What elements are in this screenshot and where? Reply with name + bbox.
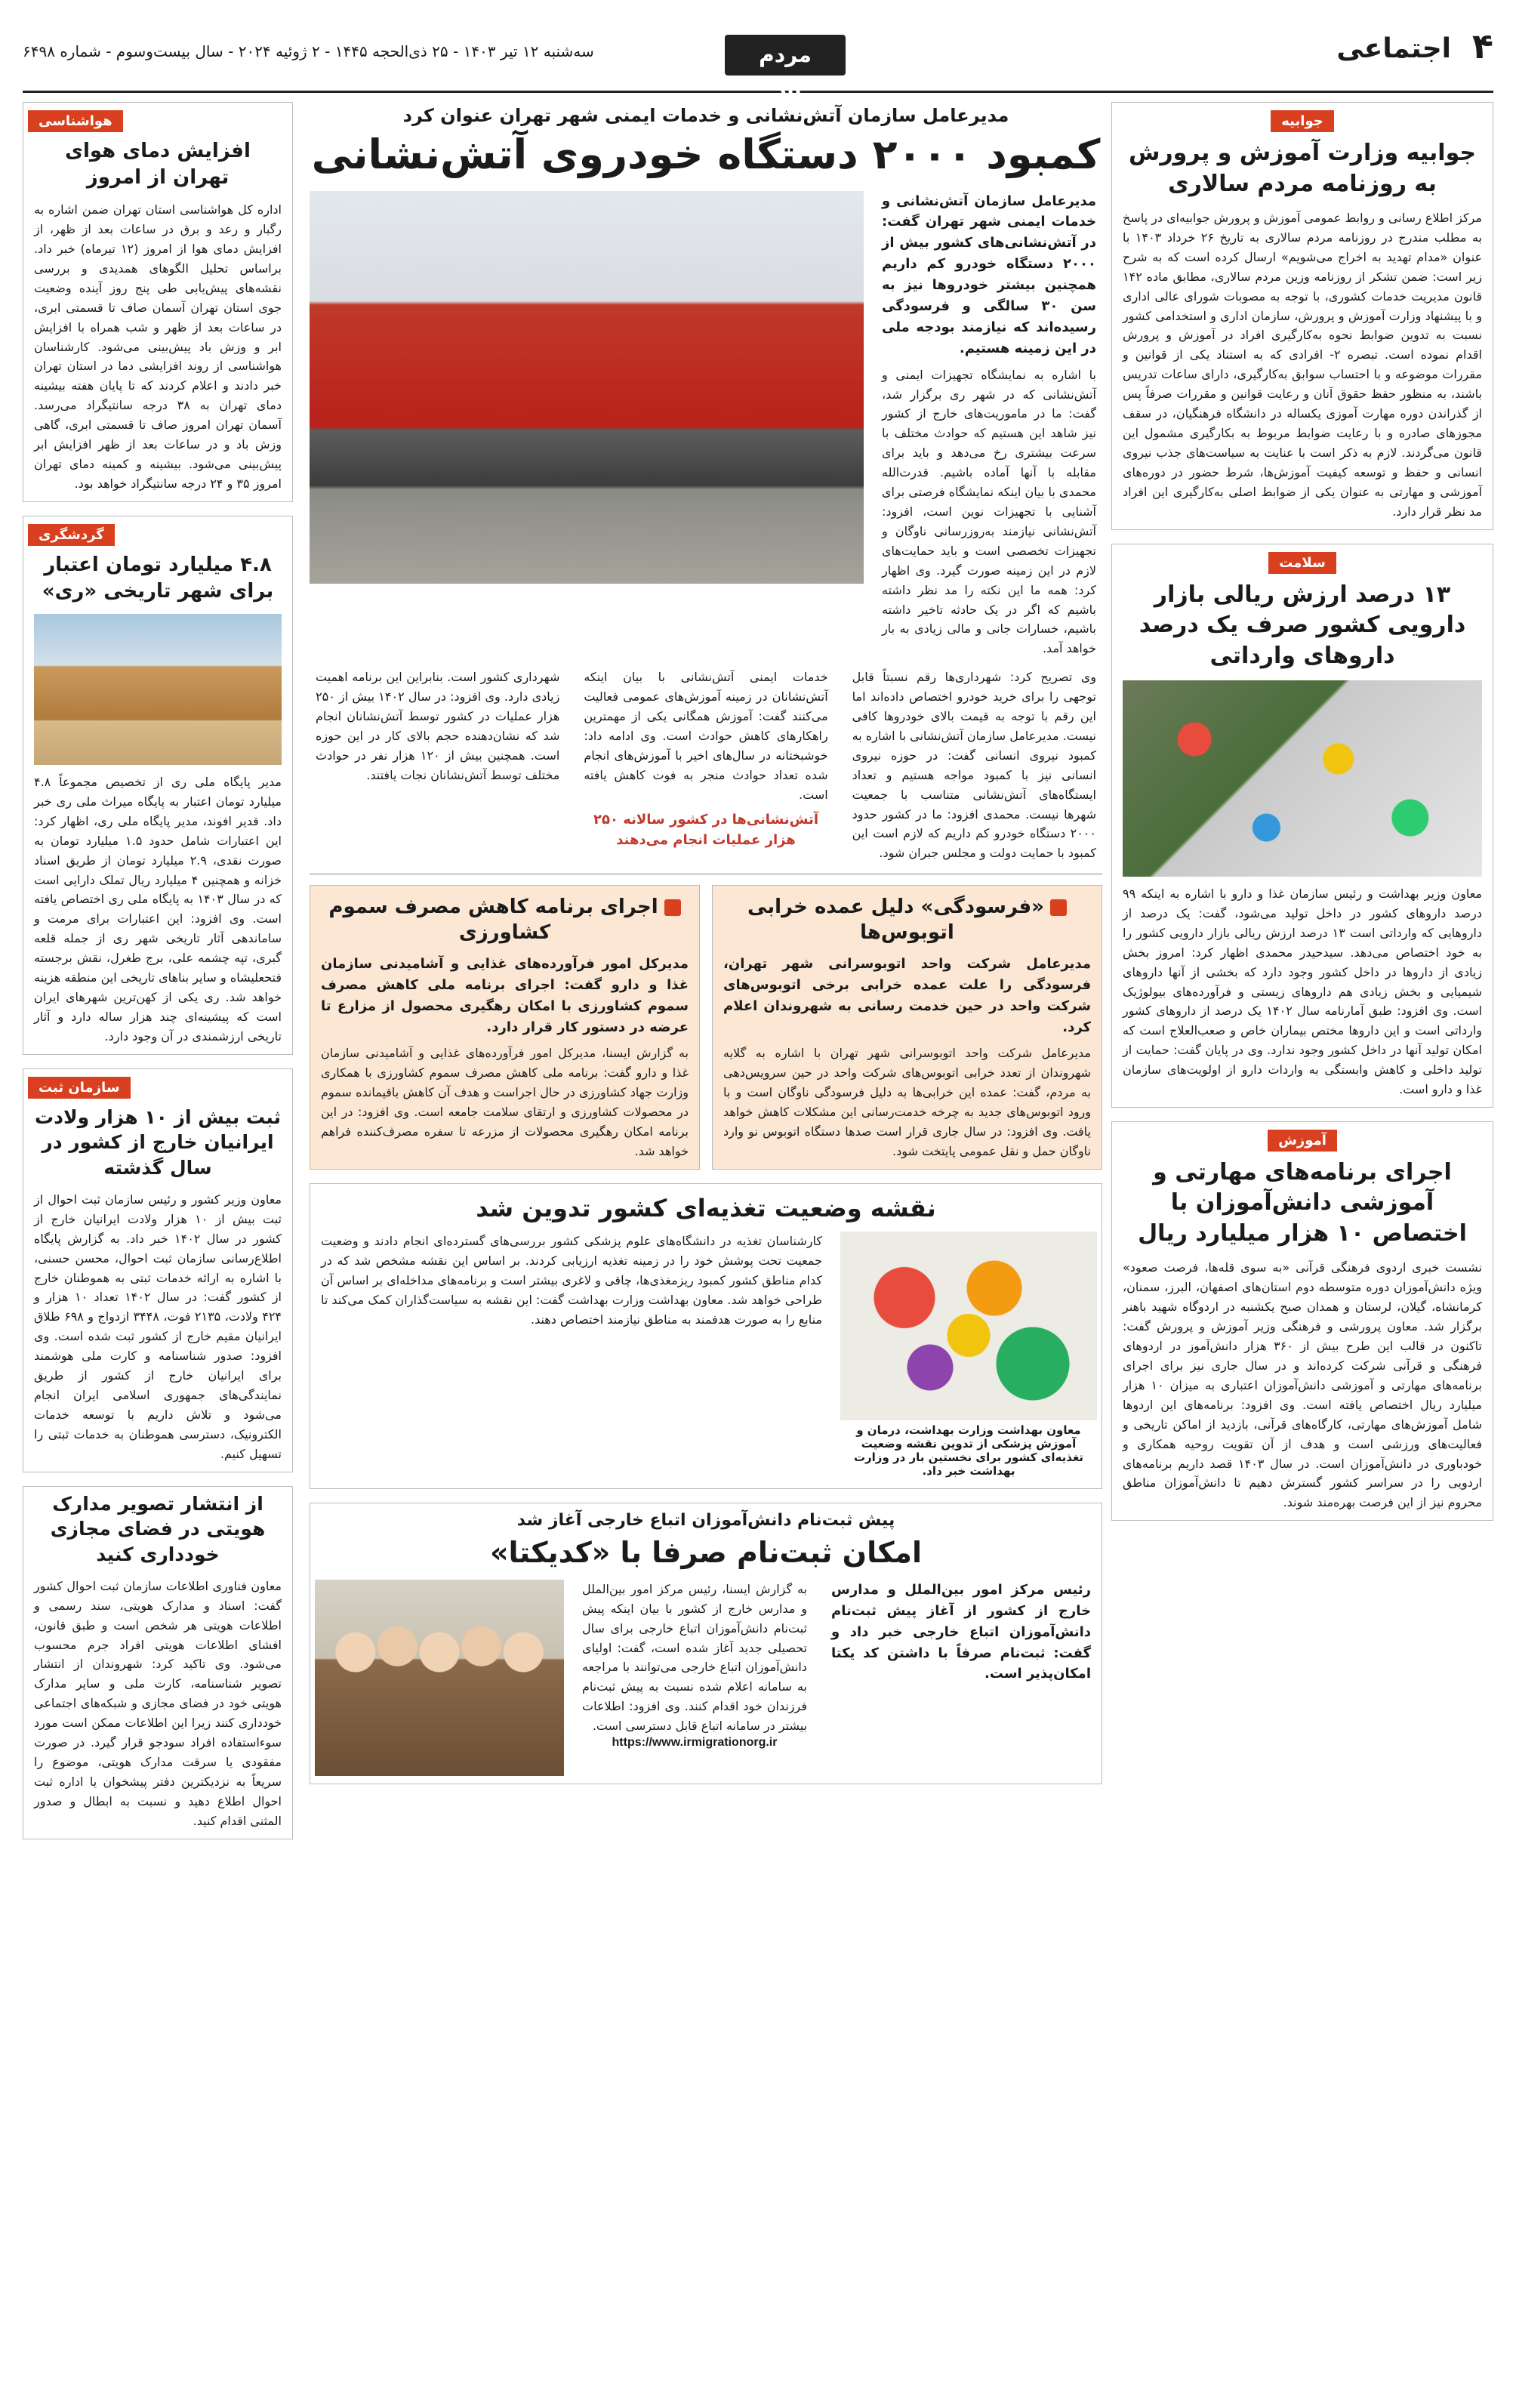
fire-trucks-photo — [310, 191, 864, 584]
article-body: نشست خبری اردوی فرهنگی قرآنی «به سوی قله‌ها، فرصت صعود» ویژه دانش‌آموزان دوره متوسطه دوم استان‌های اصفهان، البرز، سمنان، کرمانشاه، گیلان، لرستان و همدان صبح یکشنبه در اردوگاه شهید باهنر برگزار شد. معاون پرورشی و فرهنگی وزیر آموزش و پرورش گفت: تاکنون در قالب این طرح بیش از ۳۶۰ هزار دانش‌آموز در اردوهای فرهنگی و قرآنی شرکت کرده‌اند و در سال جاری نیز برای اجرای برنامه‌های مهارتی و آموزشی دانش‌آموزان اعتباری به میزان ۱۰ هزار میلیارد ریال اختصاص یافته است. وی افزود: برنامه‌های این اردوها شامل آموزش‌های مهارتی، کارگاه‌های قرآنی، بازدید از اماکن تاریخی و فعالیت‌های ورزشی است و هدف از آن تقویت روحیه همکاری و خودباوری در دانش‌آموزان است. در سال ۱۴۰۳ قصد داریم برنامه‌های اردویی را در سراسر کشور گسترش دهیم تا دانش‌آموزان مناطق محروم نیز از این فرصت بهره‌مند شوند. — [1123, 1260, 1483, 1510]
article-title[interactable]: «فرسودگی» دلیل عمده خرابی اتوبوس‌ها — [747, 896, 1044, 945]
historic-site-photo — [34, 614, 282, 765]
students-photo — [315, 1580, 564, 1776]
page-number: ۴ — [1471, 26, 1493, 66]
article-body: معاون وزیر بهداشت و رئیس سازمان غذا و دارو با اشاره به اینکه ۹۹ درصد داروهای کشور در داخل تولید می‌شود، گفت: یک درصد از داروهایی که وارداتی است ۱۳ درصد ارزش ریالی بازار دارویی کشور را به خود اختصاص می‌دهد. سیدحیدر محمدی اظهار کرد: امروز بخش زیادی از داروها در داخل کشور وجود دارد که بخشی از آنها داروهای شیمیایی و بخش زیادی هم داروهای زیستی و فرآورده‌های بیولوژیک است. وی افزود: طبق آمارنامه سال ۱۴۰۲ یک درصد از داروهای کشور وارداتی است و این داروها مختص بیماران خاص و صعب‌العلاج است که امکان تولید آنها در داخل کشور وجود ندارد. وی در پایان گفت: حمایت از تولید داخلی و کاهش وابستگی به واردات دارو از اولویت‌های سازمان غذا و دارو است. — [1123, 886, 1483, 1097]
article-births-abroad — [23, 1068, 293, 1472]
article-tag: جوابیه — [1271, 110, 1333, 132]
article-title[interactable]: اجرای برنامه کاهش مصرف سموم کشاورزی — [328, 896, 658, 945]
article-kicker: پیش ثبت‌نام دانش‌آموزان اتباع خارجی آغاز شد — [516, 1511, 895, 1531]
article-title[interactable]: جوابیه وزارت آموزش و پرورش به روزنامه مردم سالاری — [1128, 140, 1477, 197]
article-body: به گزارش ایسنا، مدیرکل امور فرآورده‌های غذایی و آشامیدنی سازمان غذا و دارو گفت: برنامه ملی کاهش مصرف سموم کشاورزی با همکاری وزارت جهاد کشاورزی در حال اجراست و هدف آن کاهش باقیمانده سموم در محصولات کشاورزی و ارتقای سلامت جامعه است. وی افزود: در این برنامه امکان رهگیری محصولات از مزرعه تا سفره مصرف‌کننده فراهم خواهد شد. — [321, 1046, 689, 1158]
article-title[interactable]: افزایش دمای هوای تهران از امروز — [65, 140, 251, 190]
article-subhead: مدیرکل امور فرآورده‌های غذایی و آشامیدنی سازمان غذا و دارو گفت: اجرای برنامه ملی کاهش مصرف سموم کشاورزی با امکان رهگیری محصول از مزارع تا عرضه در دستور کار قرار دارد. — [321, 955, 689, 1035]
article-body: کارشناسان تغذیه در دانشگاه‌های علوم پزشکی کشور بررسی‌های گسترده‌ای انجام دادند و وضعیت جمعیت تحت پوشش خود را در زمینه تغذیه ارزیابی کردند. بر اساس این نقشه مشخص شد که در کدام مناطق کشور کمبود ریزمغذی‌ها، چاقی و لاغری بیشتر است و برنامه‌های مداخله‌ای بر اساس آن طراحی خواهد شد. معاون بهداشت وزارت بهداشت گفت: این نقشه به سیاست‌گذاران کمک می‌کند تا منابع را به صورت هدفمند به مناطق نیازمند اختصاص دهند. — [321, 1234, 822, 1327]
lead-body-4: شهرداری کشور است. بنابراین این برنامه اهمیت زیادی دارد. وی افزود: در سال ۱۴۰۲ بیش از ۲۵۰ هزار عملیات در کشور توسط آتش‌نشانان انجام شد که نشان‌دهنده حجم بالای کار در این حوزه است. همچنین بیش از ۱۲۰ هزار نفر در حوادث مختلف توسط آتش‌نشانان نجات یافتند. — [316, 670, 560, 782]
article-id-documents — [23, 1486, 293, 1839]
article-tag: آموزش — [1268, 1130, 1337, 1152]
article-subhead: رئیس مرکز امور بین‌الملل و مدارس خارج از کشور از آغاز پیش ثبت‌نام دانش‌آموزان اتباع خارجی خبر داد و گفت: ثبت‌نام صرفاً با داشتن کد یکتا امکان‌پذیر است. — [831, 1581, 1091, 1682]
lead-body-1: با اشاره به نمایشگاه تجهیزات ایمنی و آتش‌نشانی که در شهر ری برگزار شد، گفت: ما در ماموریت‌های خارج از کشور نیز شاهد این هستیم که حوادث مختلف با سرعت بیشتری رخ می‌دهد و باید برای مقابله با آنها آماده باشیم. قدرت‌الله محمدی با بیان اینکه نمایشگاه فرصتی برای آشنایی با تجهیزات نوین است، افزود: آتش‌نشانی نیازمند به‌روزرسانی ناوگان و تجهیزات تخصصی است و باید حمایت‌های لازم در این زمینه صورت گیرد. وی اظهار کرد: همه ما این نکته را مد نظر داشته باشیم که اگر در یک حادثه تاخیر داشته باشیم، خسارات جانی و مالی زیادی به بار خواهد آمد. — [882, 367, 1096, 656]
page-header — [23, 23, 1493, 108]
bullet-icon — [1050, 899, 1067, 916]
lead-body-2: وی تصریح کرد: شهرداری‌ها رقم نسبتاً قابل توجهی را برای خرید خودرو اختصاص داده‌اند اما این رقم با توجه به قیمت بالای خودروها کافی نیست. مدیرعامل سازمان آتش‌نشانی با اشاره به کمبود نیروی انسانی گفت: در حوزه نیروی انسانی نیز با کمبود مواجه هستیم و تعداد ایستگاه‌های آتش‌نشانی متناسب با جمعیت شهرها نیست. محمدی افزود: ما در کشور حدود ۲۰۰۰ دستگاه خودرو کم داریم که لازم است این کمبود با حمایت دولت و مجلس جبران شود. — [852, 670, 1096, 861]
bullet-icon — [664, 899, 681, 916]
article-body: اداره کل هواشناسی استان تهران ضمن اشاره به رگبار و رعد و برق در ساعات بعد از ظهر، از افزایش دمای هوا از امروز (۱۲ تیرماه) خبر داد. براساس تحلیل الگوهای همدیدی و بررسی نقشه‌های پیش‌یابی طی پنج روز آینده وضعیت جوی استان تهران آسمان صاف تا قسمتی ابری، در ساعات بعد از ظهر و شب همراه با افزایش ابر و وزش باد پیش‌بینی می‌شود. کارشناسان هواشناسی از روند افزایشی دما در استان تهران خبر دادند و اعلام کردند که تا پایان هفته بیشینه دمای تهران به ۳۸ درجه سانتیگراد می‌رسد. آسمان تهران امروز صاف تا قسمتی ابری، گاهی وزش باد و در ساعات بعد از ظهر افزایش ابر پیش‌بینی می‌شود. بیشینه و کمینه دمای تهران امروز ۳۵ و ۲۴ درجه سانتیگراد خواهد بود. — [34, 202, 282, 491]
article-tag: سازمان ثبت — [28, 1077, 131, 1099]
lead-body-3: خدمات ایمنی آتش‌نشانی با بیان اینکه آتش‌نشانان در زمینه آموزش‌های عمومی فعالیت می‌کنند گفت: آموزش همگانی یکی از مهمترین راهکارهای کاهش حوادث است. وی ادامه داد: خوشبختانه در سال‌های اخیر با آموزش‌های انجام شده تعداد حوادث منجر به فوت کاهش یافته است. — [584, 670, 828, 802]
article-body: مدیرعامل شرکت واحد اتوبوسرانی شهر تهران با اشاره به گلایه شهروندان از تعدد خرابی اتوبوس‌های شرکت واحد در حین سرویس‌دهی به مردم، گفت: عمده این خرابی‌ها به دلیل فرسودگی ناوگان است و با ورود اتوبوس‌های جدید به چرخه خدمت‌رسانی این مشکلات کاهش خواهد یافت. وی افزود: در سال جاری قرار است صدها دستگاه اتوبوس نو وارد ناوگان حمل و نقل عمومی پایتخت شود. — [723, 1046, 1091, 1158]
food-photo — [840, 1232, 1097, 1420]
section-title: اجتماعی — [1336, 33, 1451, 64]
article-subhead: مدیرعامل شرکت واحد اتوبوسرانی شهر تهران، فرسودگی را علت عمده خرابی برخی اتوبوس‌های شرکت واحد در حین خدمت رسانی به شهروندان اعلام کرد. — [723, 955, 1091, 1035]
pills-photo — [1123, 680, 1482, 877]
photo-caption: معاون بهداشت وزارت بهداشت، درمان و آموزش پزشکی از تدوین نقشه وضعیت تغذیه‌ای کشور برای نخستین بار در وزارت بهداشت خبر داد. — [853, 1423, 1084, 1478]
lead-kicker: مدیرعامل سازمان آتش‌نشانی و خدمات ایمنی شهر تهران عنوان کرد — [402, 105, 1009, 126]
article-nutrition-map — [310, 1183, 1102, 1490]
article-tag: هواشناسی — [28, 110, 123, 132]
article-ray-city — [23, 516, 293, 1055]
article-bus-breakdown — [712, 885, 1102, 1170]
lead-story — [310, 105, 1102, 863]
article-title[interactable]: ۱۳ درصد ارزش ریالی بازار دارویی کشور صرف یک درصد داروهای وارداتی — [1139, 581, 1466, 669]
article-title[interactable]: نقشه وضعیت تغذیه‌ای کشور تدوین شد — [476, 1193, 936, 1222]
article-tag: گردشگری — [28, 524, 115, 546]
article-title[interactable]: از انتشار تصویر مدارک هویتی در فضای مجازی خودداری کنید — [50, 1492, 266, 1566]
article-education-reply — [1111, 102, 1493, 530]
main-column — [310, 102, 1102, 2385]
newspaper-logo: مردم سالاری — [725, 35, 846, 76]
article-foreign-students — [310, 1503, 1102, 1784]
article-title[interactable]: ثبت بیش از ۱۰ هزار ولادت ایرانیان خارج از کشور در سال گذشته — [35, 1105, 281, 1179]
left-column — [23, 102, 293, 2385]
lead-pullquote: آتش‌نشانی‌ها در کشور سالانه ۲۵۰ هزار عملیات انجام می‌دهند — [593, 811, 819, 848]
article-body: به گزارش ایسنا، رئیس مرکز امور بین‌الملل و مدارس خارج از کشور با بیان اینکه پیش ثبت‌نام دانش‌آموزان اتباع خارجی برای سال تحصیلی جدید آغاز شده است، گفت: اولیای دانش‌آموزان اتباع خارجی می‌توانند با مراجعه به سامانه اعلام شده نسبت به پیش ثبت‌نام فرزندان خود اقدام کنند. وی افزود: اطلاعات بیشتر در سامانه اتباع قابل دسترسی است. — [582, 1581, 807, 1734]
lead-headline[interactable]: کمبود ۲۰۰۰ دستگاه خودروی آتش‌نشانی — [311, 131, 1101, 178]
date-line: سه‌شنبه ۱۲ تیر ۱۴۰۳ - ۲۵ ذی‌الحجه ۱۴۴۵ - ۲ ژوئیه ۲۰۲۴ - سال بیست‌وسوم - شماره ۶۴۹۸ — [23, 42, 594, 60]
article-body: مدیر پایگاه ملی ری از تخصیص مجموعاً ۴.۸ میلیارد تومان اعتبار به پایگاه میراث ملی ری خبر داد. قدیر افوند، مدیر پایگاه ملی ری، اظهار کرد: این اعتبارات شامل حدود ۱.۵ میلیارد تومان به صورت نقدی، ۲.۹ میلیارد تومان از طریق اسناد خزانه و همچنین ۴ میلیارد ریال تملک دارایی است که در سال ۱۴۰۳ به پایگاه ملی ری اختصاص یافته است. وی افزود: این اعتبارات برای مرمت و ساماندهی آثار تاریخی شهر ری از جمله قلعه گبری، تپه چشمه علی، برج طغرل، نقش برجسته فتحعلیشاه و سایر بناهای تاریخی این منطقه هزینه خواهد شد. ری یکی از کهن‌ترین شهرهای ایران است که پیشینه‌ای چند هزار ساله دارد و آثار تاریخی ارزشمندی در آن وجود دارد. — [34, 774, 282, 1044]
lead-subhead: مدیرعامل سازمان آتش‌نشانی و خدمات ایمنی شهر تهران گفت: در آتش‌نشانی‌های کشور بیش از ۲۰۰۰ دستگاه خودرو کم داریم همچنین بیشتر خودروها نیز به سن ۳۰ سالگی و فرسودگی رسیده‌اند که نیازمند بودجه ملی در این زمینه هستیم. — [882, 193, 1096, 356]
article-title[interactable]: امکان ثبت‌نام صرفا با «کدیکتا» — [489, 1536, 922, 1570]
article-title[interactable]: اجرای برنامه‌های مهارتی و آموزشی دانش‌آموزان با اختصاص ۱۰ هزار میلیارد ریال — [1138, 1158, 1467, 1247]
article-body: معاون فناوری اطلاعات سازمان ثبت احوال کشور گفت: اسناد و مدارک هویتی، سند رسمی و اطلاعات هویتی هر شخص است و طبق قانون، افشای اطلاعات هویتی افراد جرم محسوب می‌شود. وی تاکید کرد: شهروندان از انتشار تصویر شناسنامه، کارت ملی و سایر مدارک هویتی خود در فضای مجازی و شبکه‌های اجتماعی خودداری کنند زیرا این اطلاعات ممکن است مورد سوءاستفاده افراد سودجو قرار گیرد. در صورت مفقودی یا سرقت مدارک هویتی، موضوع را سریعاً به نزدیکترین دفتر پیشخوان یا اداره ثبت احوال اطلاع دهید و نسبت به ابطال و صدور المثنی اقدام کنید. — [34, 1578, 282, 1828]
article-drug-market — [1111, 544, 1493, 1108]
article-weather — [23, 102, 293, 502]
article-body: معاون وزیر کشور و رئیس سازمان ثبت احوال از ثبت بیش از ۱۰ هزار ولادت ایرانیان خارج از کشور در سال ۱۴۰۲ خبر داد. به گزارش پایگاه اطلاع‌رسانی سازمان ثبت احوال، محسن حسنی، با اشاره به ارائه خدمات ثبتی به هموطنان خارج از کشور گفت: در سال ۱۴۰۲ تعداد ۱۰ هزار و ۴۲۴ ولادت، ۲۱۳۵ فوت، ۳۴۴۸ ازدواج و ۶۹۸ طلاق ایرانیان مقیم خارج از کشور ثبت شده است. وی افزود: صدور شناسنامه و کارت ملی هوشمند برای ایرانیان خارج از کشور از طریق نمایندگی‌های جمهوری اسلامی ایران انجام می‌شود و تلاش داریم با توسعه خدمات الکترونیک، دسترسی هموطنان به خدمات ثبتی را تسهیل کنیم. — [34, 1192, 282, 1461]
article-tag: سلامت — [1268, 552, 1336, 574]
article-pesticides — [310, 885, 700, 1170]
article-student-programs — [1111, 1121, 1493, 1521]
website-link[interactable]: https://www.irmigrationorg.ir — [612, 1736, 778, 1750]
article-body: مرکز اطلاع رسانی و روابط عمومی آموزش و پرورش جوابیه‌ای در پاسخ به مطلب مندرج در روزنامه مردم سالاری به تاریخ ۲۶ خرداد ۱۴۰۳ با عنوان «مدام تهدید به اخراج می‌شویم» ارسال کرده است که به شرح زیر است: ضمن تشکر از روزنامه وزین مردم سالاری، مطابق ماده ۱۴۲ قانون مدیریت خدمات کشوری، با توجه به مصوبات شورای عالی اداری و با پیشنهاد وزارت آموزش و پرورش، سازمان اداری و استخدامی کشور نسبت به تدوین ضوابط نحوه به‌کارگیری افراد در آموزش و پرورش اقدام نموده است. تبصره ۲- افرادی که به استناد یکی از قوانین و مقررات موضوعه و با احتساب سوابق به‌کارگیری، دارای ساعات تدریس باشند، به منظور حفظ حقوق آنان و رعایت قوانین و مقررات صرفاً پس از گذراندن دوره مهارت آموزی یکساله در دانشگاه فرهنگیان، در سقف مجوزهای صادره و با رعایت ضوابط مربوط به بکارگیری مشمول این قانون می‌گردند. لازم به ذکر است با عنایت به سیاست‌های جذب نیروی انسانی و حفظ و توسعه کیفیت آموزش‌ها، شرط حضور در دوره‌های آموزشی و مهارتی به عنوان یکی از ضوابط اصلی به‌کارگیری این افراد مد نظر قرار دارد. — [1123, 211, 1482, 519]
right-column — [1111, 102, 1493, 2385]
article-title[interactable]: ۴.۸ میلیارد تومان اعتبار برای شهر تاریخی «ری» — [42, 553, 274, 603]
